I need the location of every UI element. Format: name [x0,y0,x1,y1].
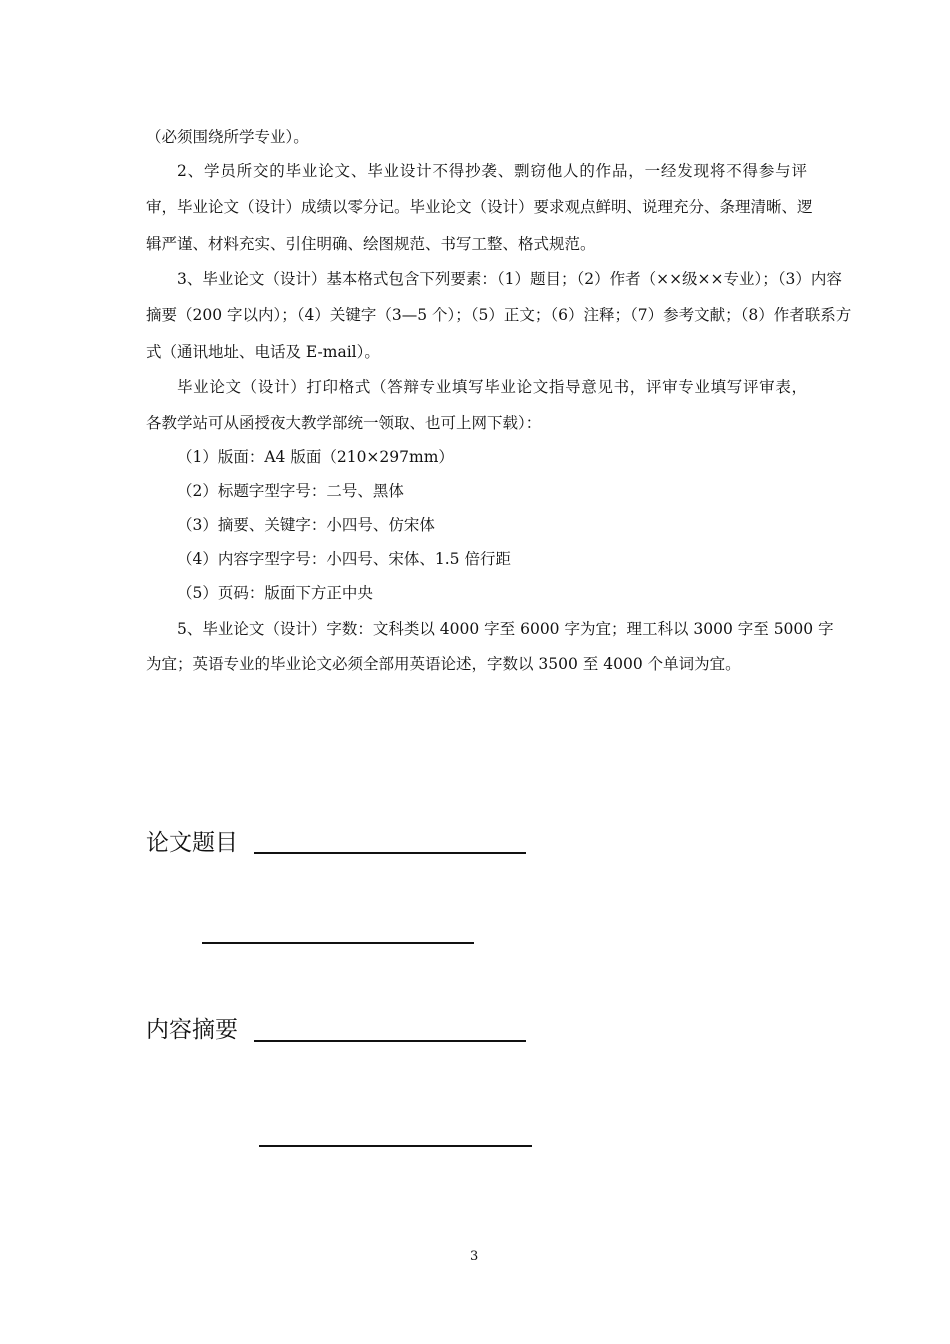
thesis-title-line-2 [202,942,474,944]
text-line: 式（通讯地址、电话及 E-mail）。 [146,343,380,361]
text-line: 2、学员所交的毕业论文、毕业设计不得抄袭、剽窃他人的作品，一经发现将不得参与评 [177,162,807,180]
list-item: （1）版面：A4 版面（210×297mm） [177,448,454,466]
list-item: （2）标题字型字号：二号、黑体 [177,482,404,500]
text-line: 摘要（200 字以内）；（4）关键字（3—5 个）；（5）正文；（6）注释；（7）参考文献；（8）作者联系方 [146,306,852,324]
text-line: 毕业论文（设计）打印格式（答辩专业填写毕业论文指导意见书，评审专业填写评审表， [177,378,807,396]
list-item: （3）摘要、关键字：小四号、仿宋体 [177,516,435,534]
text-line: 辑严谨、材料充实、引住明确、绘图规范、书写工整、格式规范。 [146,235,596,253]
text-line: 3、毕业论文（设计）基本格式包含下列要素：（1）题目；（2）作者（××级××专业）；（3）内容 [177,270,842,288]
list-item: （4）内容字型字号：小四号、宋体、1.5 倍行距 [177,550,511,568]
list-item: （5）页码：版面下方正中央 [177,584,373,602]
thesis-title-line [254,852,526,854]
text-line: 各教学站可从函授夜大教学部统一领取、也可上网下载）： [146,414,542,432]
text-line: 审，毕业论文（设计）成绩以零分记。毕业论文（设计）要求观点鲜明、说理充分、条理清晰、逻 [146,198,813,216]
abstract-line-2 [259,1145,532,1147]
abstract-line [254,1040,526,1042]
text-line: 5、毕业论文（设计）字数：文科类以 4000 字至 6000 字为宜；理工科以 3000 字至 5000 字 [177,620,834,638]
abstract-label: 内容摘要 [146,1017,238,1043]
page-number: 3 [470,1249,479,1264]
thesis-title-label: 论文题目 [146,830,238,856]
text-line: （必须围绕所学专业）。 [146,128,309,146]
text-line: 为宜；英语专业的毕业论文必须全部用英语论述，字数以 3500 至 4000 个单词为宜。 [146,655,741,673]
